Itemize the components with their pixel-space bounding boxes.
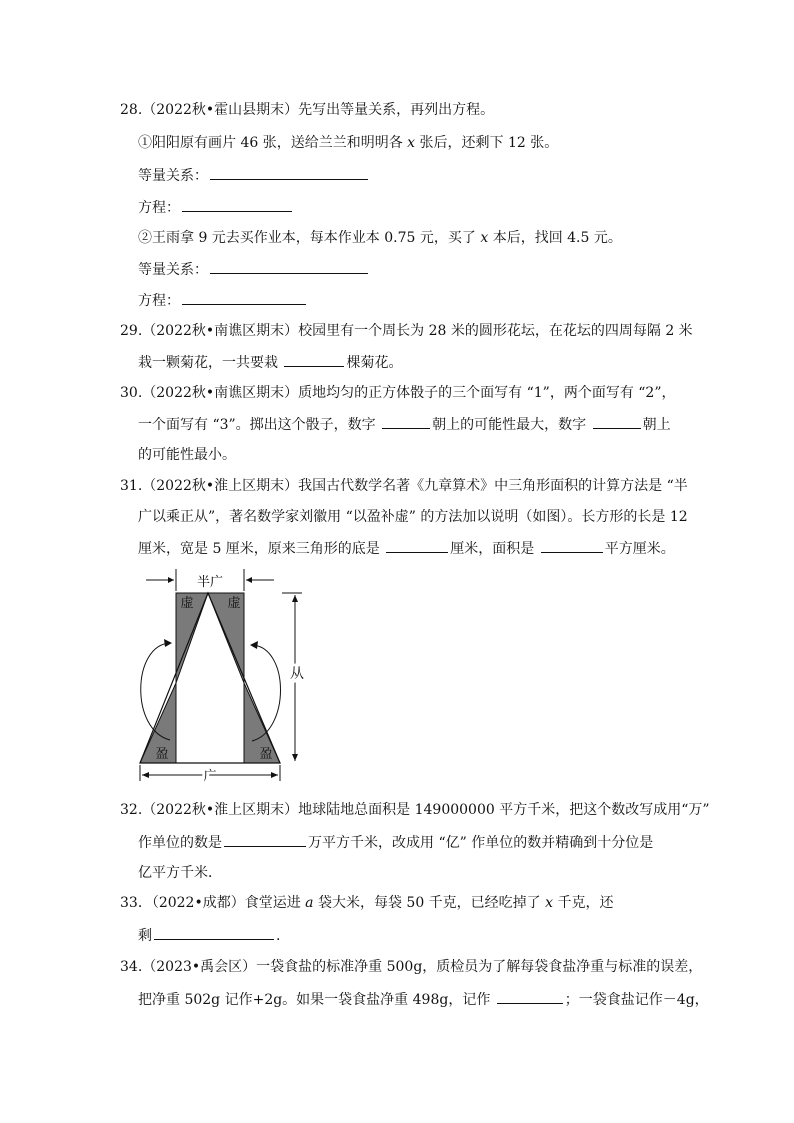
answer-blank[interactable] — [182, 290, 306, 305]
answer-blank[interactable] — [224, 832, 306, 847]
q29-line2: 栽一颗菊花，一共要栽 棵菊花。 — [138, 352, 402, 373]
q28-equation-2: 方程： — [138, 290, 308, 311]
q30-line2: 一个面写有 “3”。掷出这个骰子，数字 朝上的可能性最大，数字 朝上 — [138, 414, 671, 435]
q28-part2: ②王雨拿 9 元去买作业本，每本作业本 0.75 元，买了 x 本后，找回 4.5 元。 — [138, 230, 622, 246]
q34-line1: 34.（2023•禹会区）一袋食盐的标准净重 500g，质检员为了解每袋食盐净重与标准的误差， — [120, 959, 703, 975]
q28-equation-1: 方程： — [138, 197, 294, 218]
label-xu-left: 虚 — [180, 596, 194, 611]
q28-relation-1: 等量关系： — [138, 165, 370, 186]
q31-line2: 广以乘正从”，著名数学家刘徽用 “以盈补虚” 的方法加以说明（如图）。长方形的长是 12 — [138, 509, 688, 525]
var-a: a — [305, 895, 314, 911]
var-x: x — [480, 230, 489, 246]
var-x: x — [545, 895, 554, 911]
answer-blank[interactable] — [154, 925, 274, 940]
answer-blank[interactable] — [541, 538, 603, 553]
answer-blank[interactable] — [382, 414, 430, 429]
q30-line3: 的可能性最小。 — [138, 447, 236, 463]
q28-title: 28.（2022秋•霍山县期末）先写出等量关系，再列出方程。 — [120, 102, 495, 118]
answer-blank[interactable] — [210, 165, 368, 180]
q31-line1: 31.（2022秋•淮上区期末）我国古代数学名著《九章算术》中三角形面积的计算方法是 “半 — [120, 478, 688, 494]
q33-line1: 33．（2022•成都）食堂运进 a 袋大米，每袋 50 千克，已经吃掉了 x 千克，还 — [120, 895, 614, 911]
q30-line1: 30.（2022秋•南谯区期末）质地均匀的正方体骰子的三个面写有 “1”，两个面写有 “2”， — [120, 385, 676, 401]
label-cong: 从 — [290, 666, 304, 682]
answer-blank[interactable] — [593, 414, 641, 429]
answer-blank[interactable] — [182, 197, 292, 212]
q32-line1: 32.（2022秋•淮上区期末）地球陆地总面积是 149000000 平方千米，把这个数改写成用“万” — [120, 802, 710, 818]
label-ying-left: 盈 — [155, 747, 169, 762]
q34-line2: 把净重 502g 记作+2g。如果一袋食盐净重 498g，记作 ；一袋食盐记作－4g， — [138, 989, 709, 1010]
q32-line2: 作单位的数是 万平方千米，改成用 “亿” 作单位的数并精确到十分位是 — [138, 832, 653, 853]
yingbuxu-figure — [130, 565, 320, 785]
answer-blank[interactable] — [386, 538, 448, 553]
label-xu-right: 虚 — [227, 596, 241, 611]
q31-line3: 厘米，宽是 5 厘米，原来三角形的底是 厘米，面积是 平方厘米。 — [138, 538, 675, 559]
var-x: x — [407, 135, 416, 151]
answer-blank[interactable] — [284, 352, 344, 367]
label-guang: 广 — [203, 769, 217, 784]
q33-line2: 剩 . — [138, 925, 280, 946]
answer-blank[interactable] — [210, 259, 368, 274]
q28-relation-2: 等量关系： — [138, 259, 370, 280]
answer-blank[interactable] — [497, 989, 563, 1004]
label-ban-guang: 半广 — [196, 575, 224, 590]
q29-line1: 29.（2022秋•南谯区期末）校园里有一个周长为 28 米的圆形花坛，在花坛的四周每隔 2 米 — [120, 323, 693, 339]
q32-line3: 亿平方千米． — [138, 865, 222, 881]
label-ying-right: 盈 — [259, 747, 273, 762]
q28-part1: ①阳阳原有画片 46 张，送给兰兰和明明各 x 张后，还剩下 12 张。 — [138, 135, 559, 151]
